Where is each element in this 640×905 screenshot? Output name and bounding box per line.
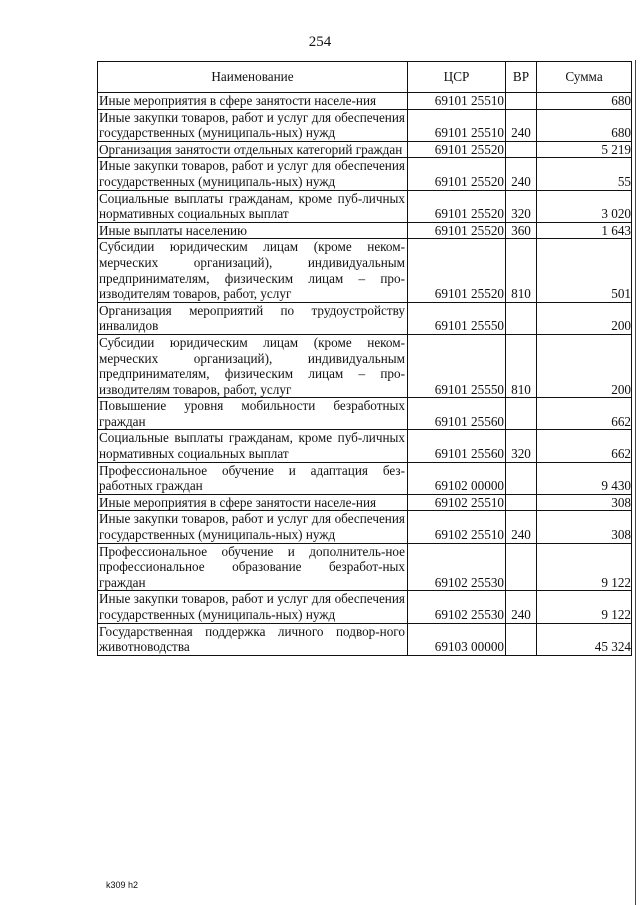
footer-code: k309 h2 (106, 880, 139, 890)
cell-sum: 200 (537, 334, 632, 397)
cell-name: Иные выплаты населению (98, 222, 408, 239)
cell-sum: 200 (537, 302, 632, 334)
cell-vr: 810 (506, 334, 537, 397)
cell-name: Повышение уровня мобильности безработных граждан (98, 398, 408, 430)
table-row (98, 109, 632, 141)
cell-name: Государственная поддержка личного подвор-ного животноводства (98, 623, 408, 655)
page-number: 254 (308, 34, 332, 50)
cell-vr: 360 (506, 222, 537, 239)
cell-vr: 240 (506, 591, 537, 623)
cell-vr (506, 462, 537, 494)
table-row (98, 494, 632, 511)
cell-csr: 69101 25520 (408, 239, 506, 302)
cell-name: Профессиональное обучение и дополнитель-ное профессиональное образование безработ-ных граждан (98, 543, 408, 591)
table-row (98, 591, 632, 623)
budget-table (97, 61, 632, 656)
cell-name: Иные мероприятия в сфере занятости населе-ния (98, 494, 408, 511)
cell-csr: 69101 25520 (408, 158, 506, 190)
header-csr: ЦСР (408, 62, 506, 93)
table-body (98, 93, 632, 656)
cell-name: Социальные выплаты гражданам, кроме пуб-личных нормативных социальных выплат (98, 190, 408, 222)
table-header (98, 62, 632, 93)
cell-name: Иные закупки товаров, работ и услуг для обеспечения государственных (муниципаль-ных) нужд (98, 511, 408, 543)
cell-sum: 662 (537, 430, 632, 462)
cell-sum: 45 324 (537, 623, 632, 655)
cell-sum: 1 643 (537, 222, 632, 239)
cell-name: Иные закупки товаров, работ и услуг для обеспечения государственных (муниципаль-ных) нужд (98, 591, 408, 623)
cell-sum: 55 (537, 158, 632, 190)
cell-sum: 3 020 (537, 190, 632, 222)
header-row (98, 62, 632, 93)
cell-sum: 308 (537, 511, 632, 543)
table-row (98, 398, 632, 430)
cell-sum: 662 (537, 398, 632, 430)
cell-csr: 69101 25520 (408, 222, 506, 239)
cell-csr: 69101 25520 (408, 190, 506, 222)
cell-vr (506, 543, 537, 591)
cell-vr: 240 (506, 158, 537, 190)
table-row (98, 543, 632, 591)
cell-csr: 69101 25560 (408, 430, 506, 462)
cell-vr (506, 494, 537, 511)
cell-sum: 9 122 (537, 591, 632, 623)
table-row (98, 93, 632, 110)
table-row (98, 141, 632, 158)
cell-csr: 69101 25550 (408, 334, 506, 397)
table-row (98, 462, 632, 494)
cell-name: Профессиональное обучение и адаптация без-работных граждан (98, 462, 408, 494)
header-vr: ВР (506, 62, 537, 93)
cell-csr: 69101 25560 (408, 398, 506, 430)
header-name: Наименование (98, 62, 408, 93)
cell-csr: 69102 25530 (408, 591, 506, 623)
cell-vr: 320 (506, 430, 537, 462)
cell-sum: 9 122 (537, 543, 632, 591)
cell-name: Социальные выплаты гражданам, кроме пуб-личных нормативных социальных выплат (98, 430, 408, 462)
cell-vr: 240 (506, 109, 537, 141)
table-row (98, 222, 632, 239)
table-row (98, 158, 632, 190)
cell-sum: 501 (537, 239, 632, 302)
table-row (98, 334, 632, 397)
cell-csr: 69101 25510 (408, 109, 506, 141)
cell-csr: 69101 25510 (408, 93, 506, 110)
table-row (98, 239, 632, 302)
cell-sum: 5 219 (537, 141, 632, 158)
cell-vr: 320 (506, 190, 537, 222)
cell-name: Организация мероприятий по трудоустройству инвалидов (98, 302, 408, 334)
cell-vr (506, 623, 537, 655)
cell-csr: 69103 00000 (408, 623, 506, 655)
cell-sum: 680 (537, 93, 632, 110)
cell-name: Иные закупки товаров, работ и услуг для обеспечения государственных (муниципаль-ных) нужд (98, 158, 408, 190)
cell-name: Иные закупки товаров, работ и услуг для обеспечения государственных (муниципаль-ных) нужд (98, 109, 408, 141)
cell-csr: 69102 25510 (408, 494, 506, 511)
cell-name: Организация занятости отдельных категорий граждан (98, 141, 408, 158)
table-row (98, 623, 632, 655)
cell-csr: 69102 00000 (408, 462, 506, 494)
cell-vr (506, 141, 537, 158)
cell-sum: 308 (537, 494, 632, 511)
table-row (98, 430, 632, 462)
cell-vr (506, 93, 537, 110)
cell-sum: 680 (537, 109, 632, 141)
cell-name: Субсидии юридическим лицам (кроме неком-мерческих организаций), индивидуальным предпринимателям, физическим лицам – про-изводителям товаров, работ, услуг (98, 334, 408, 397)
cell-csr: 69102 25530 (408, 543, 506, 591)
cell-csr: 69101 25550 (408, 302, 506, 334)
cell-csr: 69102 25510 (408, 511, 506, 543)
cell-vr: 240 (506, 511, 537, 543)
table-row (98, 190, 632, 222)
table-row (98, 511, 632, 543)
cell-name: Субсидии юридическим лицам (кроме неком-мерческих организаций), индивидуальным предпринимателям, физическим лицам – про-изводителям товаров, работ, услуг (98, 239, 408, 302)
cell-name: Иные мероприятия в сфере занятости населе-ния (98, 93, 408, 110)
cell-csr: 69101 25520 (408, 141, 506, 158)
cell-vr (506, 302, 537, 334)
cell-vr (506, 398, 537, 430)
cell-vr: 810 (506, 239, 537, 302)
page-edge-line (635, 60, 636, 905)
table-row (98, 302, 632, 334)
cell-sum: 9 430 (537, 462, 632, 494)
header-sum: Сумма (537, 62, 632, 93)
